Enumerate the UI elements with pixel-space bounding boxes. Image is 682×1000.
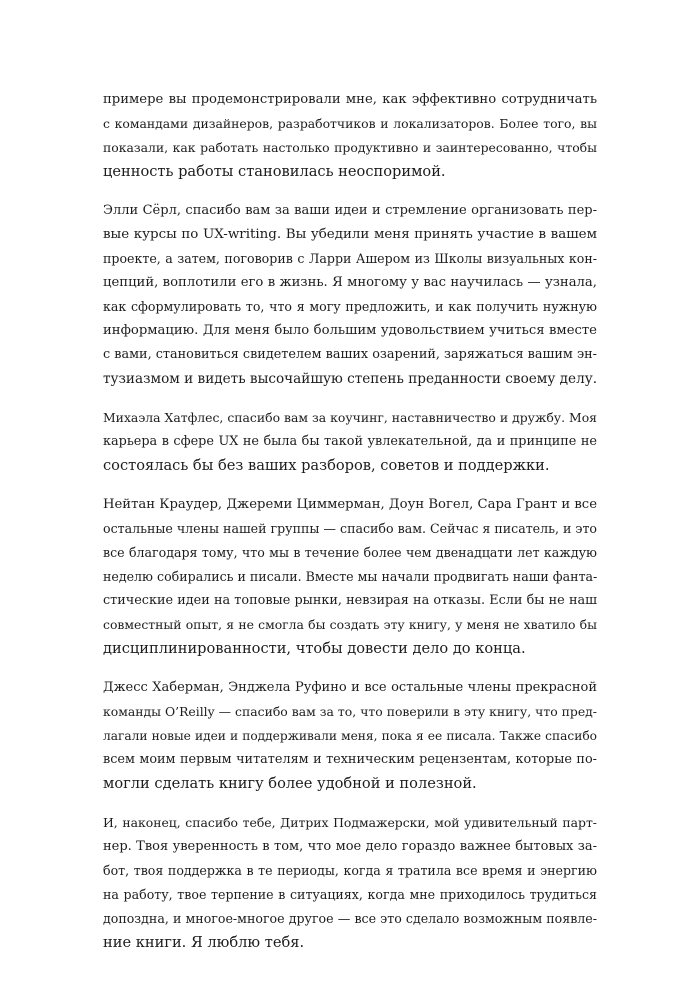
text-line: тузиазмом и видеть высочайшую степень преданности своему делу. [103,371,597,387]
text-line: могли сделать книгу более удобной и полезной. [103,775,477,792]
paragraph-oreilly-team [103,676,597,796]
text-line: вые курсы по UX-writing. Вы убедили меня принять участие в вашем [103,227,597,242]
text-line: ние книги. Я люблю тебя. [103,934,305,951]
text-line: дисциплинированности, чтобы довести дело до конца. [103,640,526,657]
text-line: Нейтан Краудер, Джереми Циммерман, Доун Вогел, Сара Грант и все [103,497,597,512]
text-line: проекте, а затем, поговорив с Ларри Ашером из Школы визуальных кон- [103,251,597,266]
text-line: состоялась бы без ваших разборов, советов и поддержки. [103,457,550,474]
text-line: примере вы продемонстрировали мне, как эффективно сотрудничать [103,92,597,107]
text-line: цепций, воплотили его в жизнь. Я многому у вас научилась — узнала, [103,275,597,290]
paragraph-mikhaela-hatfles [103,406,597,478]
paragraph-partner [103,811,597,955]
text-line: допоздна, и многое-многое другое — все это сделало возможным появле- [103,911,597,926]
text-line: все благодаря тому, что мы в течение более чем двенадцати лет каждую [103,545,597,560]
text-line: нер. Твоя уверенность в том, что мое дело гораздо важнее бытовых за- [103,839,597,854]
text-line: бот, твоя поддержка в те периоды, когда я тратила все время и энергию [103,863,597,878]
text-line: Элли Сёрл, спасибо вам за ваши идеи и стремление организовать пер- [103,203,597,218]
text-line: как сформулировать то, что я могу предложить, и как получить нужную [103,299,597,314]
text-line: с командами дизайнеров, разработчиков и локализаторов. Более того, вы [103,116,597,131]
text-line: с вами, становиться свидетелем ваших озарений, заряжаться вашим эн- [103,347,597,362]
text-line: стические идеи на топовые рынки, невзирая на отказы. Если бы не наш [103,593,597,608]
text-line: Джесс Хаберман, Энджела Руфино и все остальные члены прекрасной [103,680,597,695]
text-line: И, наконец, спасибо тебе, Дитрих Подмажерски, мой удивительный парт- [103,815,597,830]
text-line: команды O’Reilly — спасибо вам за то, что поверили в эту книгу, что пред- [103,704,597,719]
text-line: карьера в сфере UX не была бы такой увлекательной, да и принципе не [103,434,597,449]
text-line: всем моим первым читателям и техническим рецензентам, которые по- [103,752,597,767]
text-line: Михаэла Хатфлес, спасибо вам за коучинг, наставничество и дружбу. Моя [103,410,597,425]
text-line: остальные члены нашей группы — спасибо вам. Сейчас я писатель, и это [103,521,597,536]
text-line: ценность работы становилась неоспоримой. [103,163,446,180]
text-line: информацию. Для меня было большим удовольствием учиться вместе [103,323,597,338]
page-body [103,88,597,970]
text-line: показали, как работать настолько продуктивно и заинтересованно, чтобы [103,140,597,155]
text-line: совместный опыт, я не смогла бы создать эту книгу, у меня не хватило бы [103,617,597,632]
text-line: на работу, твое терпение в ситуациях, когда мне приходилось трудиться [103,887,597,902]
paragraph-elli-serl [103,199,597,391]
text-line: неделю собирались и писали. Вместе мы начали продвигать наши фанта- [103,569,597,584]
paragraph-writing-group [103,493,597,661]
paragraph-collaboration [103,88,597,184]
text-line: лагали новые идеи и поддерживали меня, пока я ее писала. Также спасибо [103,729,597,743]
